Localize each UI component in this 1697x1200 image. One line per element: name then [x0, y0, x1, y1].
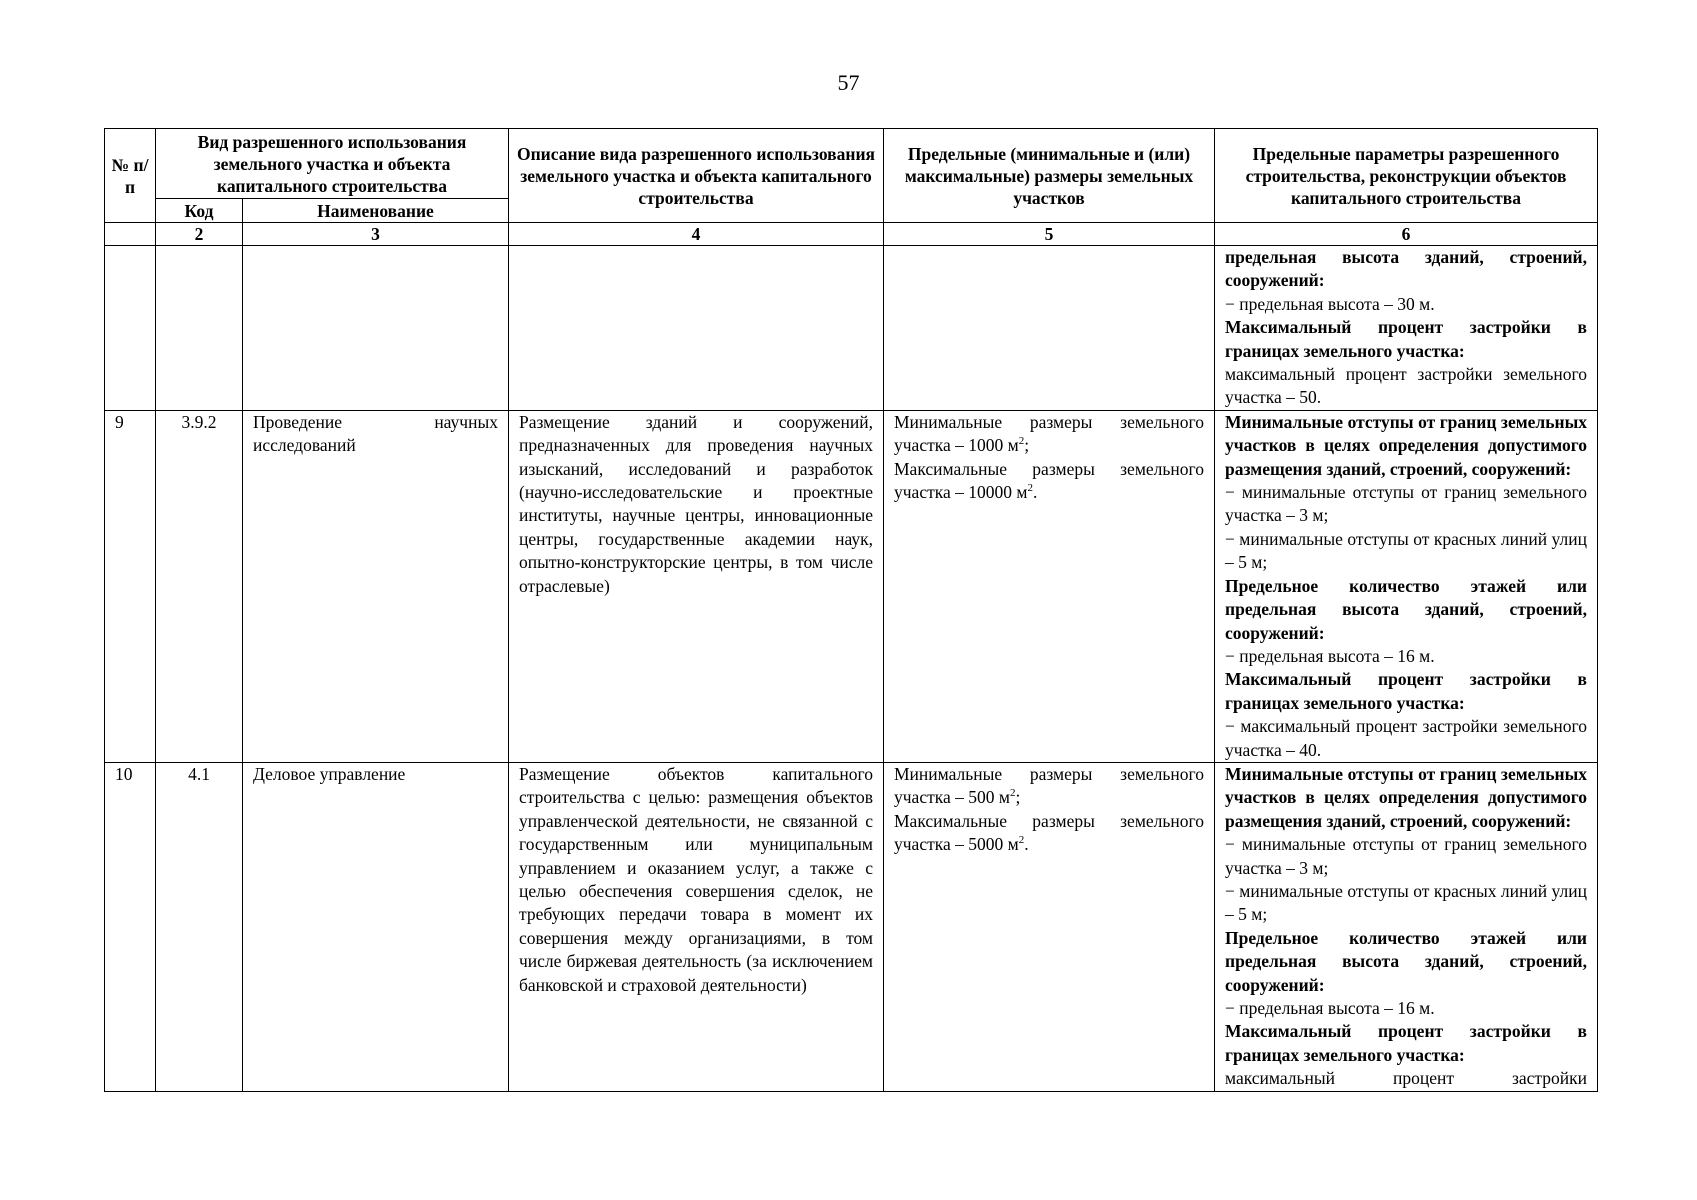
- params-line: − предельная высота – 16 м.: [1225, 998, 1435, 1018]
- params-line: − максимальный процент застройки земельного участка – 40.: [1225, 716, 1587, 760]
- cell-params: [1215, 246, 1598, 411]
- cell-description: [509, 246, 884, 411]
- cell-params: [1215, 762, 1598, 1091]
- params-line: Минимальные отступы от границ земельных участков в целях определения допустимого размещения зданий, строений, сооружений:: [1225, 411, 1587, 479]
- page-number: 57: [837, 70, 860, 95]
- cell-name: Проведение научных исследований: [243, 410, 509, 762]
- params-line: − предельная высота – 16 м.: [1225, 645, 1435, 666]
- sizes-min: Минимальные размеры земельного участка – 500 $м^2$;: [894, 763, 1204, 808]
- table-row: [105, 762, 1598, 1091]
- cell-num: [105, 246, 156, 411]
- header-kind-group: Вид разрешенного использования земельного участка и объекта капитального строительства: [156, 129, 509, 199]
- column-number-2: 2: [156, 223, 243, 246]
- params-line: − минимальные отступы от красных линий улиц – 5 м;: [1225, 880, 1587, 925]
- header-code: Код: [156, 199, 243, 223]
- cell-sizes: [884, 762, 1215, 1091]
- params-line: максимальный процент застройки: [1225, 1068, 1587, 1089]
- params-line: Предельное количество этажей или предельная высота зданий, строений, сооружений:: [1225, 927, 1587, 995]
- params-line: Максимальный процент застройки в границах земельного участка:: [1225, 317, 1587, 361]
- cell-description: Размещение объектов капитального строительства с целью: размещения объектов управленческой деятельности, не связанной с государственным или муниципальным управлением и оказанием услуг, а также с целью обеспечения совершения сделок, не требующих передачи товара в момент их совершения между организациями, в том числе биржевая деятельность (за исключением банковской и страховой деятельности): [509, 762, 884, 1091]
- sizes-max: Максимальные размеры земельного участка – 10000 $м^2$.: [894, 458, 1204, 503]
- table-row-continued: [105, 246, 1598, 411]
- params-line: − минимальные отступы от границ земельного участка – 3 м;: [1225, 834, 1587, 878]
- cell-code: 3.9.2: [156, 410, 243, 762]
- cell-num: 9: [105, 410, 156, 762]
- params-line: максимальный процент застройки земельного участка – 50.: [1225, 364, 1587, 408]
- cell-description: Размещение зданий и сооружений, предназначенных для проведения научных изысканий, исследований и разработок (научно-исследовательские и проектные институты, научные центры, инновационные центры, государственные академии наук, опытно-конструкторские центры, в том числе отраслевые): [509, 410, 884, 762]
- cell-name: Деловое управление: [243, 762, 509, 1091]
- header-num: № п/п: [105, 129, 156, 223]
- cell-sizes: [884, 410, 1215, 762]
- cell-params: [1215, 410, 1598, 762]
- column-number-4: 4: [509, 223, 884, 246]
- column-number-6: 6: [1215, 223, 1598, 246]
- column-number-1: [105, 223, 156, 246]
- header-params: Предельные параметры разрешенного строительства, реконструкции объектов капитального строительства: [1215, 129, 1598, 223]
- cell-code: [156, 246, 243, 411]
- params-line: − минимальные отступы от границ земельного участка – 3 м;: [1225, 482, 1587, 526]
- params-line: Предельное количество этажей или предельная высота зданий, строений, сооружений:: [1225, 575, 1587, 643]
- cell-sizes: [884, 246, 1215, 411]
- params-line: Максимальный процент застройки в границах земельного участка:: [1225, 1021, 1587, 1065]
- sizes-min: Минимальные размеры земельного участка – 1000 $м^2$;: [894, 411, 1204, 456]
- params-line: − предельная высота – 30 м.: [1225, 293, 1435, 314]
- header-description: Описание вида разрешенного использования земельного участка и объекта капитального строительства: [509, 129, 884, 223]
- cell-code: 4.1: [156, 762, 243, 1091]
- land-use-regulations-table: [104, 128, 1598, 1092]
- header-sizes: Предельные (минимальные и (или) максимальные) размеры земельных участков: [884, 129, 1215, 223]
- params-line: Минимальные отступы от границ земельных участков в целях определения допустимого размещения зданий, строений, сооружений:: [1225, 763, 1587, 831]
- params-line: − минимальные отступы от красных линий улиц – 5 м;: [1225, 528, 1587, 573]
- table-row: [105, 410, 1598, 762]
- cell-num: 10: [105, 762, 156, 1091]
- column-number-3: 3: [243, 223, 509, 246]
- column-number-5: 5: [884, 223, 1215, 246]
- params-line: предельная высота зданий, строений, сооружений:: [1225, 247, 1587, 291]
- sizes-max: Максимальные размеры земельного участка – 5000 $м^2$.: [894, 810, 1204, 855]
- header-name: Наименование: [243, 199, 509, 223]
- params-line: Максимальный процент застройки в границах земельного участка:: [1225, 669, 1587, 713]
- cell-name: [243, 246, 509, 411]
